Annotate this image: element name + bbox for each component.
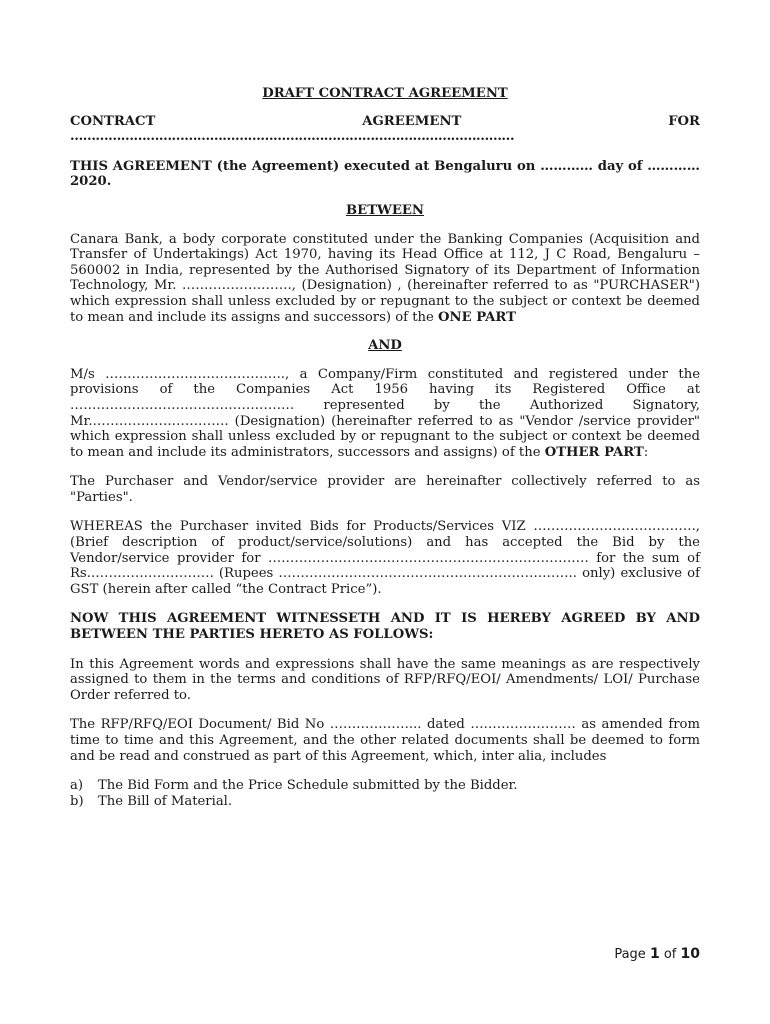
document-page [70,86,700,809]
page-word: Page [614,947,646,962]
between-heading: BETWEEN [346,202,424,218]
page-footer [614,946,700,962]
of-word: of [663,947,677,962]
meanings-paragraph: In this Agreement words and expressions shall have the same meanings as are respectively assigned to them in the terms and conditions of RFP/RFQ/EOI/ Amendments/ LOI/ Purchase Order referred to. [70,656,700,703]
contract-word: CONTRACT [70,113,156,129]
list-item [70,778,700,794]
rfp-paragraph: The RFP/RFQ/EOI Document/ Bid No ………………... dated …………………… as amended from time to time and this Agreement, and the other related documents shall be deemed to form and be read and construed as part of this Agreement, which, inter alia, includes [70,717,700,764]
party1-text: Canara Bank, a body corporate constituted under the Banking Companies (Acquisition and Transfer of Undertakings) Act 1970, having its Head Office at 112, J C Road, Bengaluru – 560002 in India, represented by the Authorised Signatory of its Department of Information Technology, Mr. ……………………., (Designation) , (hereinafter referred to as "PURCHASER") which expression shall unless excluded by or repugnant to the subject or context be deemed to mean and include its assigns and successors) of the [70,231,700,325]
for-word: FOR [668,113,700,129]
agreement-word: AGREEMENT [362,113,462,129]
page-total: 10 [680,946,700,962]
party2-text: M/s ………………………………….., a Company/Firm constituted and registered under the provisions of the Companies Act 1956 having its Registered Office at …………………………………………… represented by the Authorized Signatory, Mr.…………………………. (Designation) (hereinafter referred to as "Vendor /service provider" which expression shall unless excluded by or repugnant to the subject or context be deemed to mean and include its administrators, successors and assigns) of the [70,366,700,460]
intro-paragraph: THIS AGREEMENT (the Agreement) executed at Bengaluru on ………… day of ………… 2020. [70,158,700,190]
documents-list [70,778,700,809]
list-item-text: The Bill of Material. [98,793,233,809]
party2-paragraph [70,367,700,461]
witnesseth-paragraph: NOW THIS AGREEMENT WITNESSETH AND IT IS HEREBY AGREED BY AND BETWEEN THE PARTIES HERETO AS FOLLOWS: [70,611,700,643]
list-item-label: a) [70,778,84,794]
contract-line [70,114,700,130]
contract-dots: …………………………………………………………………………………………… [70,129,515,145]
party2-end: : [643,444,649,460]
list-item-text: The Bid Form and the Price Schedule submitted by the Bidder. [98,778,518,794]
party1-paragraph [70,232,700,326]
other-part-label: OTHER PART [544,444,644,460]
one-part-label: ONE PART [438,309,516,325]
list-item-label: b) [70,793,84,809]
parties-paragraph: The Purchaser and Vendor/service provider are hereinafter collectively referred to as "Parties". [70,474,700,505]
page-number: 1 [649,946,660,962]
list-item [70,794,700,810]
whereas-paragraph: WHEREAS the Purchaser invited Bids for Products/Services VIZ ………………………………., (Brief description of product/service/solutions) and has accepted the Bid by the Vendor/service provider for ………………………………………………………………. for the sum of Rs.………………………. (Rupees ………………………………………………………….. only) exclusive of GST (herein after called “the Contract Price”). [70,519,700,597]
and-heading: AND [368,338,402,354]
document-title: DRAFT CONTRACT AGREEMENT [262,86,508,101]
